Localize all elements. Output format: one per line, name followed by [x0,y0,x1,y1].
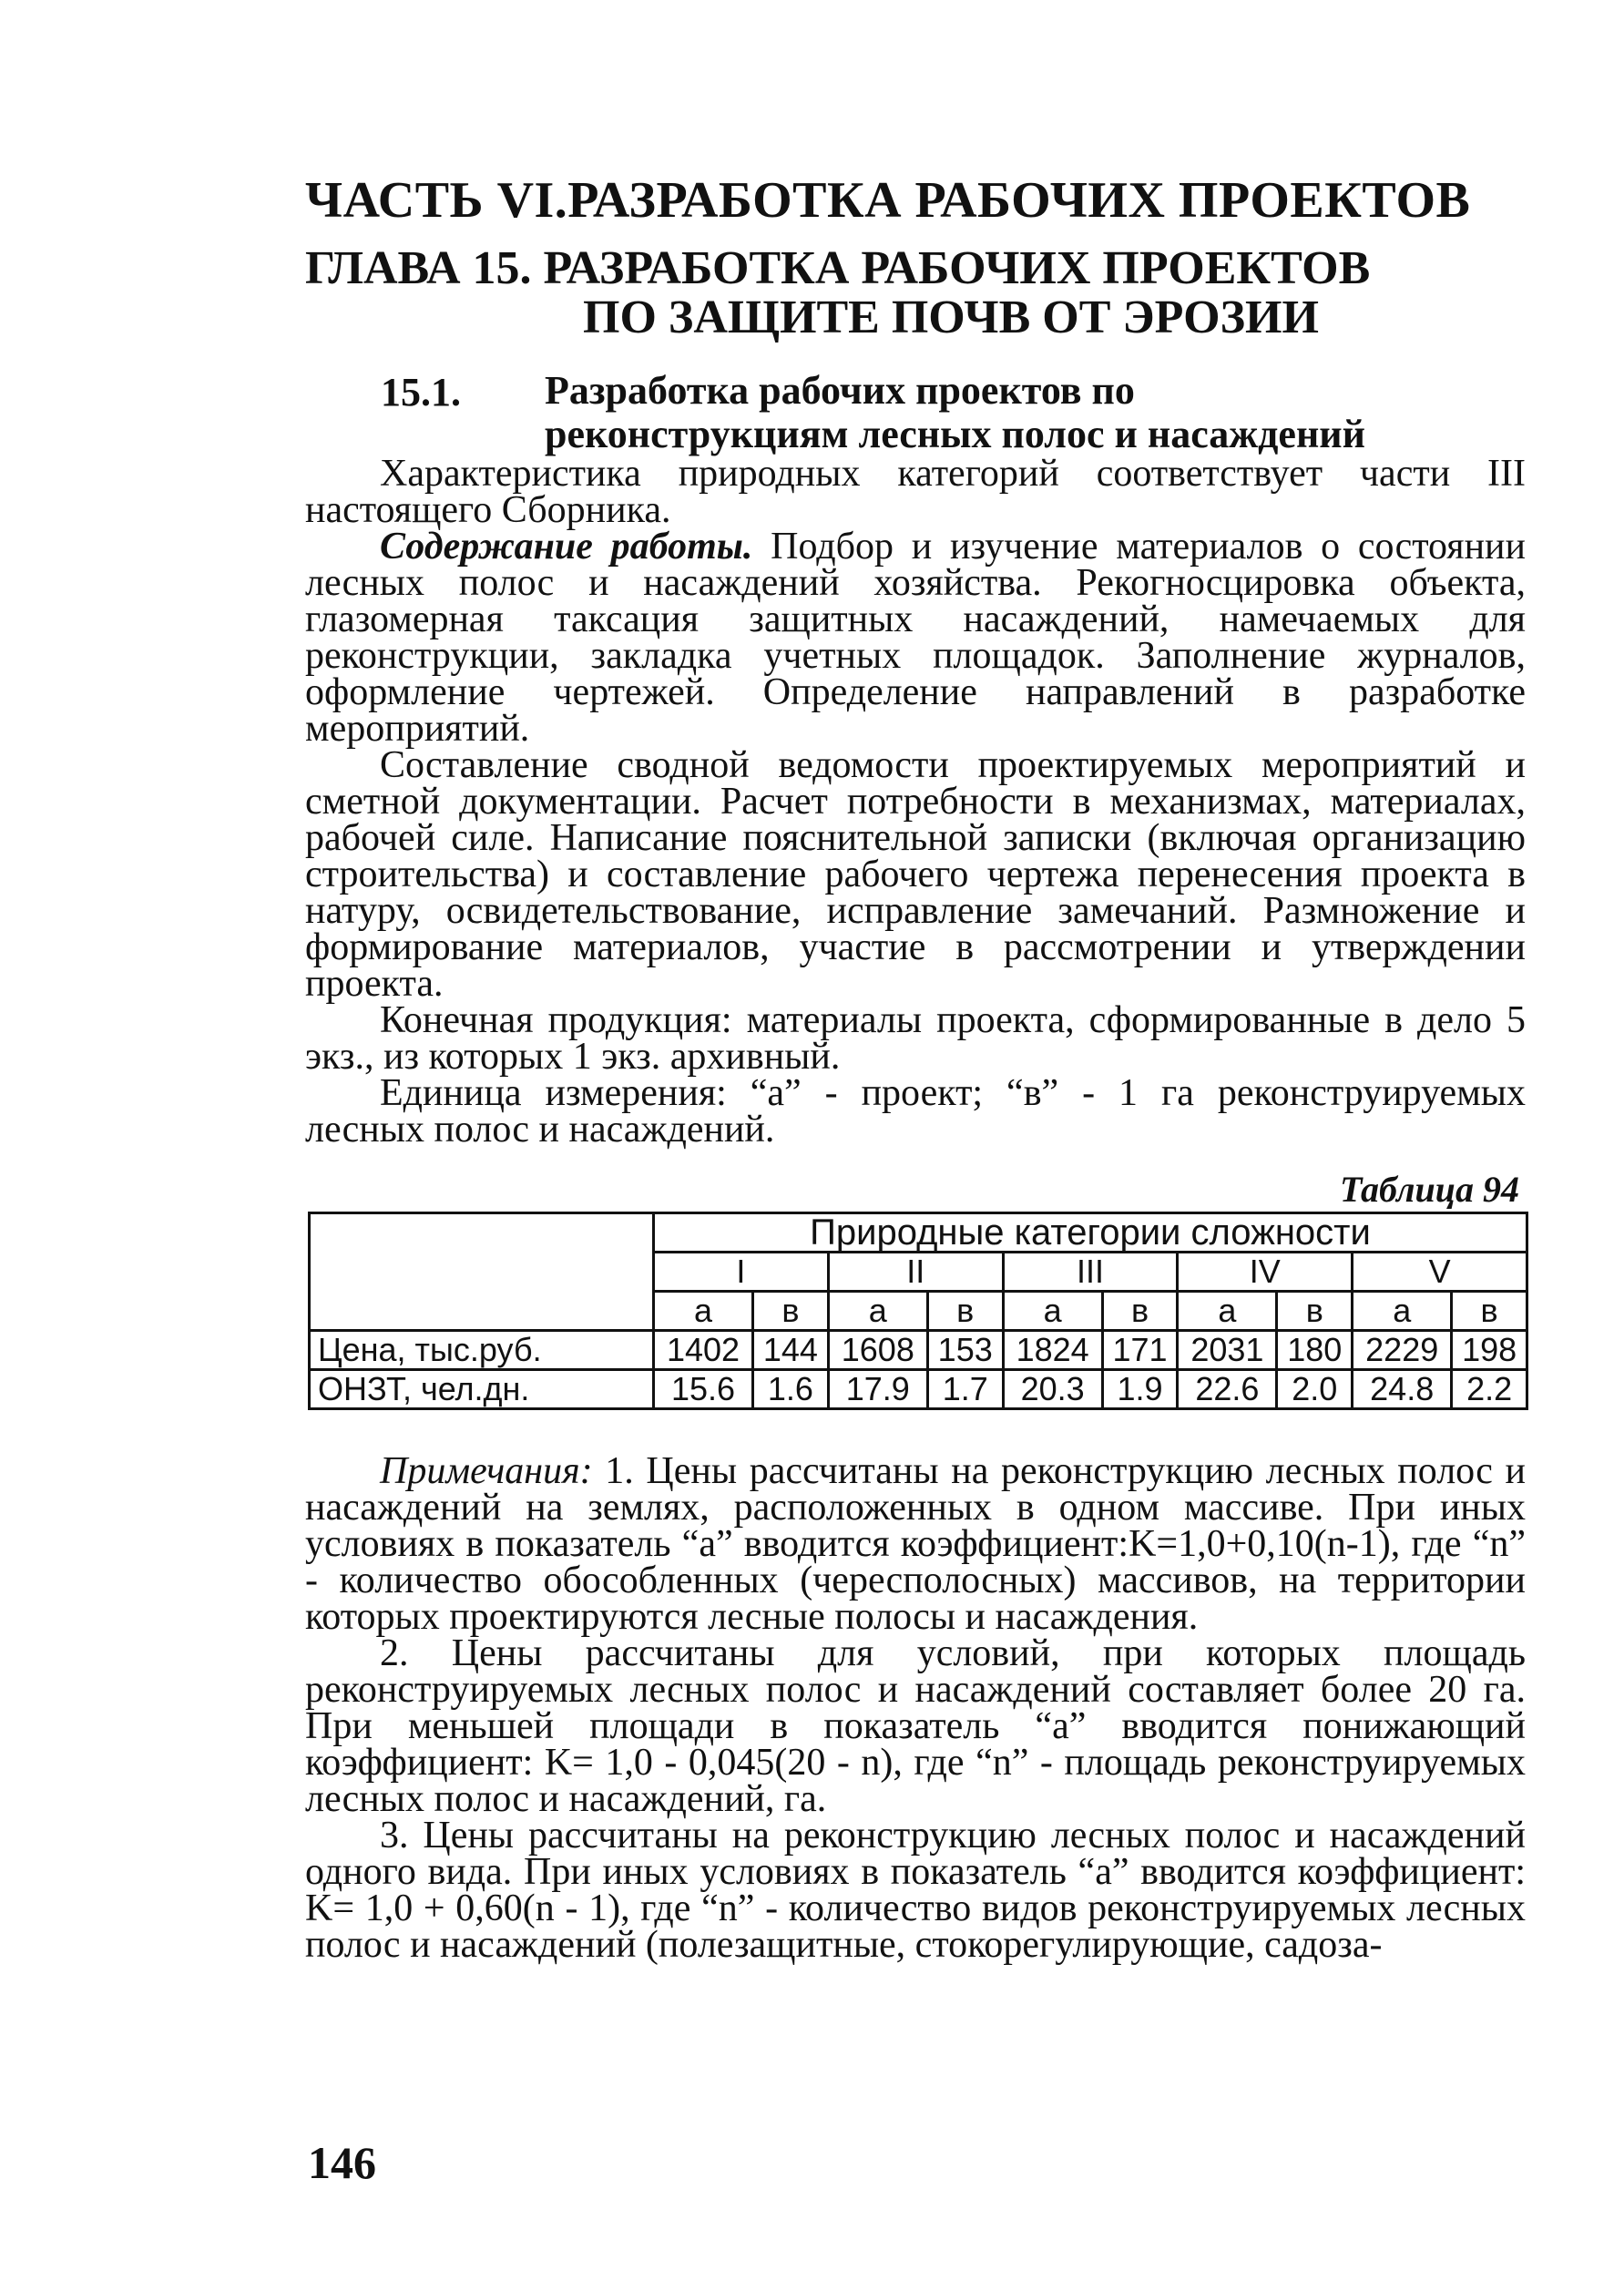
table-cell: 171 [1102,1331,1178,1370]
table-caption: Таблица 94 [1340,1169,1519,1210]
table-cell: 1.9 [1102,1370,1178,1409]
compilation-paragraph: Составление сводной ведомости проектируемых мероприятий и сметной документации. Расчет потребности в механизмах, материалах, рабочей силе. Написание пояснительной записки (включая организацию строительства) и составление рабочего чертежа перенесения проекта в натуру, освидетельствование, исправление замечаний. Размножение и формирование материалов, участие в рассмотрении и утверждении проекта. [305,744,1526,1005]
table-cell: 1402 [654,1331,753,1370]
work-content-label: Содержание работы. [380,526,753,568]
table-subheader: в [1452,1292,1527,1331]
table-row-label: ОНЗТ, чел.дн. [310,1370,654,1409]
note-2-paragraph: 2. Цены рассчитаны для условий, при которых площадь реконструируемых лесных полос и насаждений составляет более 20 га. При меньшей площади в показатель “а” вводится понижающий коэффициент: K= 1,0 - 0,045(20 - n), где “n” - площадь реконструируемых лесных полос и насаждений, га. [305,1632,1526,1820]
table-subheader: в [753,1292,829,1331]
chapter-title-line1: ГЛАВА 15. РАЗРАБОТКА РАБОЧИХ ПРОЕКТОВ [305,242,1371,294]
table-cell: 144 [753,1331,829,1370]
table-corner-cell [310,1213,654,1331]
note-3-paragraph: 3. Цены рассчитаны на реконструкцию лесных полос и насаждений одного вида. При иных условиях в показатель “а” вводится коэффициент: K= 1,0 + 0,60(n - 1), где “n” - количество видов реконструируемых лесных полос и насаждений (полезащитные, стокорегулирующие, садоза- [305,1815,1526,1966]
table-row-label: Цена, тыс.руб. [310,1331,654,1370]
table-subheader: а [1003,1292,1102,1331]
table-row [310,1370,1527,1409]
table-subheader: а [1178,1292,1277,1331]
section-number: 15.1. [381,370,461,414]
note-1-text: 1. Цены рассчитаны на реконструкцию лесных полос и насаждений на землях, расположенных в одном массиве. При иных условиях в показатель “а” вводится коэффициент:K=1,0+0,10(n-1), где “n” - количество обособленных (чересполосных) массивов, на территории которых проектируются лесные полосы и насаждения. [305,1450,1526,1638]
note-1-paragraph [305,1450,1526,1638]
work-content-text: Подбор и изучение материалов о состоянии лесных полос и насаждений хозяйства. Рекогносцировка объекта, глазомерная таксация защитных насаждений, намечаемых для реконструкции, закладка учетных площадок. Заполнение журналов, оформление чертежей. Определение направлений в разработке мероприятий. [305,526,1526,750]
table-subheader: а [1353,1292,1452,1331]
table-cell: 180 [1277,1331,1353,1370]
page-number: 146 [308,2137,376,2188]
table-subheader: а [654,1292,753,1331]
section-title-line1: Разработка рабочих проектов по [545,368,1135,413]
table-cell: 17.9 [828,1370,927,1409]
chapter-title [305,244,1517,343]
table-cell: 2.0 [1277,1370,1353,1409]
chapter-title-line2: ПО ЗАЩИТЕ ПОЧВ ОТ ЭРОЗИИ [583,292,1319,343]
table-category-header: I [654,1253,829,1292]
intro-text [305,453,1526,1151]
table-cell: 1.7 [927,1370,1003,1409]
table-cell: 22.6 [1178,1370,1277,1409]
section-title [545,369,1528,456]
table-subheader: в [1277,1292,1353,1331]
table-cell: 2229 [1353,1331,1452,1370]
work-content-paragraph [305,526,1526,750]
table-cell: 198 [1452,1331,1527,1370]
table-cell: 153 [927,1331,1003,1370]
table-subheader: в [1102,1292,1178,1331]
notes-label: Примечания: [380,1450,593,1492]
table-category-header: III [1003,1253,1178,1292]
price-table [308,1212,1528,1410]
part-title: ЧАСТЬ VI.РАЗРАБОТКА РАБОЧИХ ПРОЕКТОВ [305,172,1471,229]
final-product-paragraph: Конечная продукция: материалы проекта, сформированные в дело 5 экз., из которых 1 экз. архивный. [305,999,1526,1078]
table-category-header: V [1353,1253,1527,1292]
table-cell: 15.6 [654,1370,753,1409]
section-title-line2: реконструкциям лесных полос и насаждений [545,412,1366,456]
table-category-header: IV [1178,1253,1353,1292]
table-category-header: II [828,1253,1003,1292]
table-cell: 24.8 [1353,1370,1452,1409]
table-subheader: в [927,1292,1003,1331]
table-cell: 2031 [1178,1331,1277,1370]
table-header-row-1 [310,1213,1527,1253]
table-cell: 20.3 [1003,1370,1102,1409]
table-cell: 1.6 [753,1370,829,1409]
table-subheader: а [828,1292,927,1331]
table-group-header: Природные категории сложности [654,1213,1527,1253]
table-row [310,1331,1527,1370]
characteristic-paragraph: Характеристика природных категорий соответствует части III настоящего Сборника. [305,453,1526,531]
table-cell: 1824 [1003,1331,1102,1370]
unit-paragraph: Единица измерения: “а” - проект; “в” - 1 га реконструируемых лесных полос и насаждений. [305,1072,1526,1151]
notes-block [305,1450,1526,1966]
table-cell: 2.2 [1452,1370,1527,1409]
table-cell: 1608 [828,1331,927,1370]
